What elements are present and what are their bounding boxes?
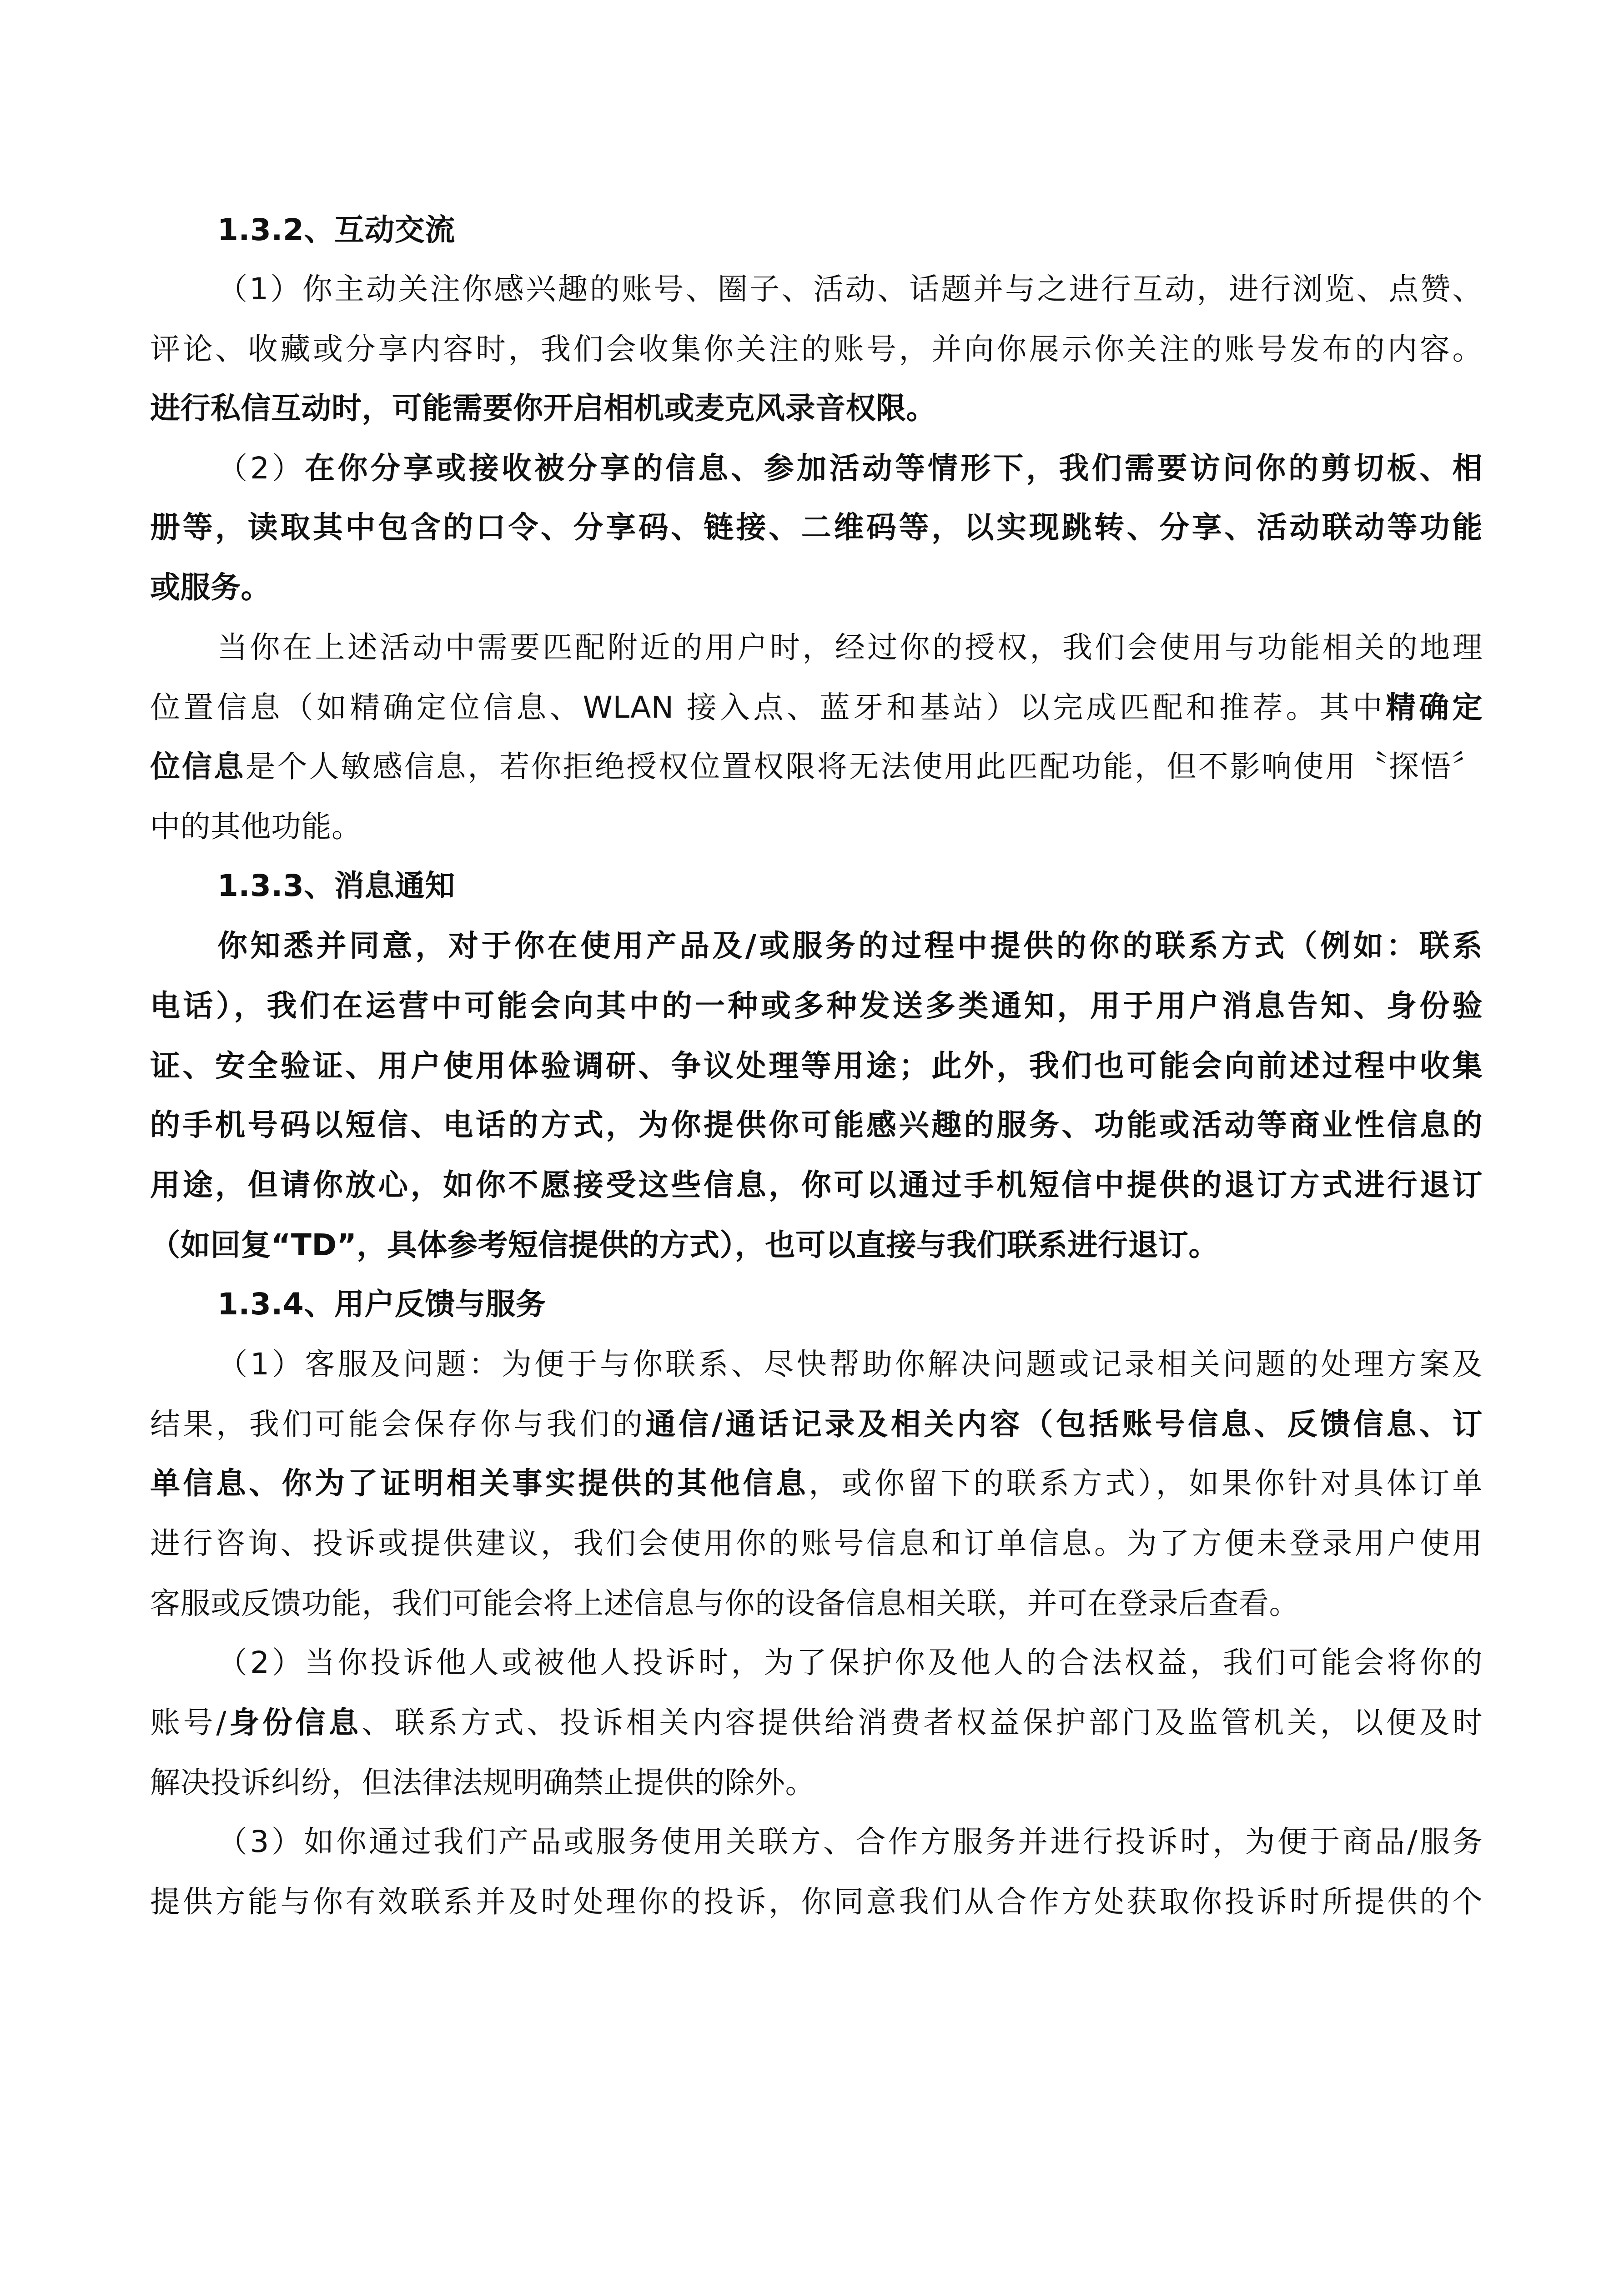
paragraph-line: 评论、收藏或分享内容时，我们会收集你关注的账号，并向你展示你关注的账号发布的内容。 — [150, 332, 1483, 367]
paragraph-line-bold: 你知悉并同意，对于你在使用产品及/或服务的过程中提供的你的联系方式（例如：联系 — [217, 928, 1483, 963]
paragraph-line: 提供方能与你有效联系并及时处理你的投诉，你同意我们从合作方处获取你投诉时所提供的个 — [150, 1884, 1483, 1919]
section-heading-1-3-2: 1.3.2、互动交流 — [217, 212, 455, 247]
normal-text: 结果，我们可能会保存你与我们的 — [150, 1407, 646, 1442]
bold-text: 精确定 — [1386, 690, 1483, 725]
normal-text: 账号/ — [150, 1705, 227, 1740]
paragraph-line — [150, 745, 1483, 789]
bold-text: 单信息、你为了证明相关事实提供的其他信息 — [150, 1466, 809, 1501]
paragraph-line-bold: （如回复“TD”，具体参考短信提供的方式），也可以直接与我们联系进行退订。 — [150, 1228, 1219, 1263]
paragraph-line — [217, 447, 1483, 490]
paragraph-line-bold: 用途，但请你放心，如你不愿接受这些信息，你可以通过手机短信中提供的退订方式进行退订 — [150, 1167, 1483, 1202]
paragraph-line — [150, 1403, 1483, 1446]
paragraph-line: 解决投诉纠纷，但法律法规明确禁止提供的除外。 — [150, 1765, 815, 1800]
paragraph-line: （1）你主动关注你感兴趣的账号、圈子、活动、话题并与之进行互动，进行浏览、点赞、 — [217, 272, 1483, 307]
paragraph-line: 中的其他功能。 — [150, 809, 362, 844]
paragraph-line: （2）当你投诉他人或被他人投诉时，为了保护你及他人的合法权益，我们可能会将你的 — [217, 1645, 1483, 1680]
normal-text: 位置信息（如精确定位信息、WLAN 接入点、蓝牙和基站）以完成匹配和推荐。其中 — [150, 690, 1386, 725]
normal-text: 、联系方式、投诉相关内容提供给消费者权益保护部门及监管机关，以便及时 — [362, 1705, 1483, 1740]
paragraph-line-bold: 册等，读取其中包含的口令、分享码、链接、二维码等，以实现跳转、分享、活动联动等功能 — [150, 510, 1483, 545]
section-heading-1-3-4: 1.3.4、用户反馈与服务 — [217, 1287, 546, 1322]
paragraph-line — [150, 1462, 1483, 1505]
paragraph-line-bold: 进行私信互动时，可能需要你开启相机或麦克风录音权限。 — [150, 391, 936, 426]
normal-text: ，或你留下的联系方式），如果你针对具体订单 — [809, 1466, 1483, 1501]
section-heading-1-3-3: 1.3.3、消息通知 — [217, 868, 455, 903]
paragraph-line: 客服或反馈功能，我们可能会将上述信息与你的设备信息相关联，并可在登录后查看。 — [150, 1586, 1299, 1621]
bold-text: 位信息 — [150, 749, 246, 784]
paragraph-line-bold: 的手机号码以短信、电话的方式，为你提供你可能感兴趣的服务、功能或活动等商业性信息的 — [150, 1107, 1483, 1142]
paragraph-line — [150, 686, 1483, 729]
paragraph-line: （1）客服及问题：为便于与你联系、尽快帮助你解决问题或记录相关问题的处理方案及 — [217, 1347, 1483, 1382]
bold-text: 在你分享或接收被分享的信息、参加活动等情形下，我们需要访问你的剪切板、相 — [305, 451, 1483, 486]
paragraph-line: 进行咨询、投诉或提供建议，我们会使用你的账号信息和订单信息。为了方便未登录用户使用 — [150, 1526, 1483, 1561]
paragraph-prefix: （2） — [217, 451, 305, 486]
paragraph-line: （3）如你通过我们产品或服务使用关联方、合作方服务并进行投诉时，为便于商品/服务 — [217, 1824, 1483, 1859]
bold-text: 身份信息 — [226, 1705, 362, 1740]
paragraph-line: 当你在上述活动中需要匹配附近的用户时，经过你的授权，我们会使用与功能相关的地理 — [217, 630, 1483, 665]
paragraph-line-bold: 电话），我们在运营中可能会向其中的一种或多种发送多类通知，用于用户消息告知、身份验 — [150, 988, 1483, 1023]
paragraph-line — [150, 1701, 1483, 1745]
paragraph-line-bold: 证、安全验证、用户使用体验调研、争议处理等用途；此外，我们也可能会向前述过程中收集 — [150, 1048, 1483, 1083]
paragraph-line-bold: 或服务。 — [150, 570, 271, 605]
bold-text: 通信/通话记录及相关内容（包括账号信息、反馈信息、订 — [645, 1407, 1483, 1442]
normal-text: 是个人敏感信息，若你拒绝授权位置权限将无法使用此匹配功能，但不影响使用〝探悟〞 — [245, 749, 1483, 784]
